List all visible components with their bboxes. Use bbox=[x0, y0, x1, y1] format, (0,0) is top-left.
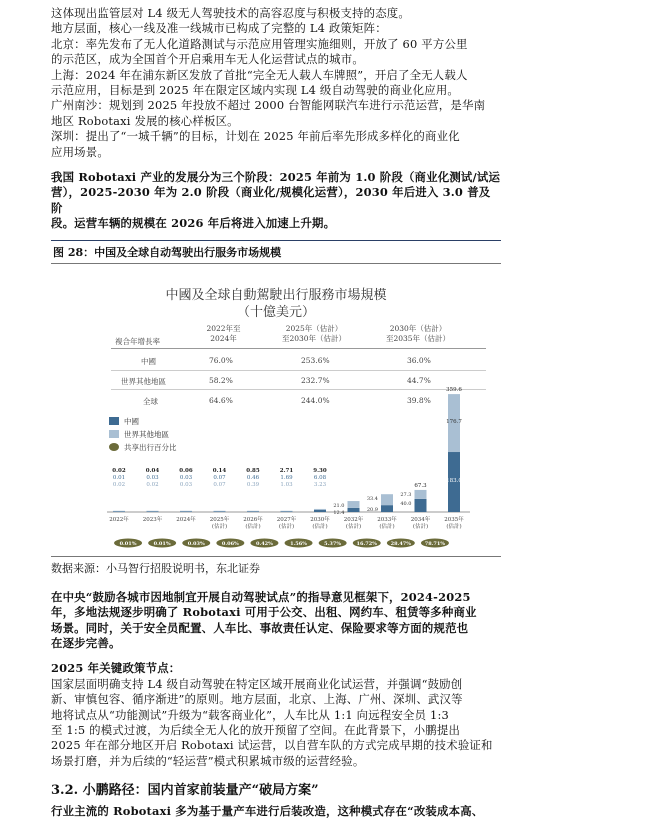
category-label: (估計) bbox=[312, 523, 328, 530]
rest-value-label: 0.02 bbox=[112, 481, 126, 488]
rest-value-label: 1.03 bbox=[280, 481, 293, 488]
cagr-row-name: 中國 bbox=[141, 356, 156, 366]
chart-subtitle: （十億美元） bbox=[236, 304, 315, 320]
bar-rest-of-world bbox=[348, 501, 360, 508]
page-content bbox=[51, 6, 501, 820]
bar-china bbox=[247, 511, 259, 512]
bar-rest-of-world bbox=[113, 510, 125, 511]
category-label: (估計) bbox=[345, 523, 362, 530]
legend-label: 世界其他地區 bbox=[124, 429, 169, 439]
bar-rest-of-world bbox=[214, 510, 226, 511]
share-label: 0.01% bbox=[119, 540, 137, 547]
key-policy-title: 2025 年关键政策节点： bbox=[51, 661, 181, 676]
bar-china bbox=[348, 508, 360, 512]
category-label: (估計) bbox=[211, 523, 228, 530]
total-label: 0.85 bbox=[246, 467, 260, 474]
category-label: 2022年 bbox=[109, 516, 129, 523]
category-label: 2034年 bbox=[410, 516, 431, 523]
category-label: (估計) bbox=[412, 523, 429, 530]
bar-rest-of-world bbox=[247, 510, 259, 511]
cagr-row-header: 複合年增長率 bbox=[115, 336, 160, 346]
category-label: 2023年 bbox=[142, 516, 163, 523]
text-line: 地将试点从“功能测试”升级为“载客商业化”，人车比从 1:1 向远程安全员 1:3 bbox=[51, 707, 449, 722]
policy-paragraph bbox=[51, 590, 501, 652]
bar-china bbox=[415, 499, 427, 512]
cagr-cell: 232.7% bbox=[301, 375, 330, 385]
bar-china bbox=[113, 511, 125, 512]
text-line: 深圳：提出了“一城千辆”的目标，计划在 2025 年前后率先形成多样化的商业化 bbox=[51, 129, 460, 144]
category-label: 2025年 bbox=[209, 516, 230, 523]
text-line: 国家层面明确支持 L4 级自动驾驶在特定区域开展商业化试运营，并强调“鼓励创 bbox=[51, 676, 463, 691]
text-line: 北京：率先发布了无人化道路测试与示范应用管理实施细则，开放了 60 平方公里 bbox=[51, 36, 468, 51]
total-label: 0.02 bbox=[112, 467, 126, 474]
cagr-col-header: 2022年至 2024年 bbox=[206, 323, 241, 343]
stage-paragraph bbox=[51, 170, 501, 232]
cagr-col-header: 2025年（估計） 至2030年（估計） bbox=[281, 323, 347, 343]
total-label: 2.71 bbox=[279, 467, 294, 474]
text-line: 的示范区，成为全国首个开启乘用车无人化运营试点的城市。 bbox=[51, 52, 364, 67]
cagr-row-name: 全球 bbox=[143, 396, 158, 406]
text-line: 场景打磨，并为后续的“轻运营”模式积累城市级的运营经验。 bbox=[51, 753, 365, 768]
total-label: 0.04 bbox=[145, 467, 160, 474]
china-value-label: 1.69 bbox=[280, 474, 293, 481]
category-label: 2027年 bbox=[276, 516, 297, 523]
bar-china bbox=[281, 511, 293, 512]
share-label: 0.06% bbox=[221, 540, 239, 547]
rest-value-label: 27.3 bbox=[400, 491, 412, 498]
total-label: 0.06 bbox=[179, 467, 193, 474]
bar-china bbox=[180, 511, 192, 512]
bar-china bbox=[147, 511, 159, 512]
china-value-label: 20.9 bbox=[366, 506, 378, 513]
china-value-label: 0.01 bbox=[112, 474, 126, 481]
rest-value-label: 0.02 bbox=[146, 481, 159, 488]
cagr-cell: 244.0% bbox=[301, 395, 330, 405]
text-line: 2025 年在部分地区开启 Robotaxi 试运营，以自营车队的方式完成早期的技术验证和 bbox=[51, 738, 493, 753]
text-line: 广州南沙：规划到 2025 年投放不超过 2000 台智能网联汽车进行示范运营，是华南 bbox=[51, 98, 486, 113]
text-line: 营），2025-2030 年为 2.0 阶段（商业化/规模化运营），2030 年后进入 3.0 普及阶 bbox=[51, 185, 491, 215]
category-label: (估計) bbox=[245, 523, 261, 530]
category-label: 2033年 bbox=[377, 516, 397, 523]
text-line: 行业主流的 Robotaxi 多为基于量产车进行后装改造，这种模式存在“改装成本高、 bbox=[51, 804, 484, 819]
china-value-label: 40.0 bbox=[400, 500, 412, 507]
share-label: 16.72% bbox=[356, 540, 377, 547]
china-value-label: 0.03 bbox=[146, 474, 159, 481]
share-label: 0.01% bbox=[153, 540, 171, 547]
bar-chart bbox=[51, 264, 501, 554]
cagr-row-name: 世界其他地區 bbox=[121, 376, 166, 386]
china-value-label: 12.4 bbox=[333, 509, 345, 516]
rest-value-label: 0.39 bbox=[246, 481, 260, 488]
market-size-figure bbox=[51, 264, 501, 554]
bar-china bbox=[214, 511, 226, 512]
intro-paragraph bbox=[51, 6, 501, 160]
share-label: 1.56% bbox=[290, 540, 308, 547]
rest-value-label: 176.7 bbox=[446, 418, 462, 425]
text-line: 地方层面，核心一线及准一线城市已构成了完整的 L4 政策矩阵： bbox=[51, 21, 387, 36]
category-label: 2032年 bbox=[343, 516, 364, 523]
legend-label: 中國 bbox=[124, 416, 139, 426]
cagr-col-header: 2030年（估計） 至2035年（估計） bbox=[385, 323, 451, 343]
bar-rest-of-world bbox=[415, 490, 427, 499]
share-label: 0.03% bbox=[187, 540, 205, 547]
cagr-cell: 58.2% bbox=[209, 375, 233, 385]
share-label: 5.37% bbox=[324, 540, 342, 547]
china-value-label: 0.03 bbox=[179, 474, 193, 481]
text-line: 地区 Robotaxi 发展的核心样板区。 bbox=[51, 113, 239, 128]
category-label: (估計) bbox=[446, 523, 462, 530]
rest-value-label: 33.4 bbox=[366, 495, 378, 502]
bar-rest-of-world bbox=[281, 510, 293, 511]
category-label: 2024年 bbox=[176, 516, 196, 523]
text-line: 上海：2024 年在浦东新区发放了首批“完全无人载人车牌照”，开启了全无人载人 bbox=[51, 67, 468, 82]
china-value-label: 0.07 bbox=[213, 474, 226, 481]
bar-rest-of-world bbox=[147, 510, 159, 511]
text-line: 年，多地法规逐步明确了 Robotaxi 可用于公交、出租、网约车、租赁等多种商业 bbox=[51, 605, 477, 620]
cagr-cell: 39.8% bbox=[407, 395, 431, 405]
figure-source: 数据来源：小马智行招股说明书，东北证券 bbox=[51, 556, 501, 576]
bar-china bbox=[381, 505, 393, 512]
china-value-label: 0.46 bbox=[246, 474, 260, 481]
text-line: 在逐步完善。 bbox=[51, 635, 121, 650]
chart-title: 中國及全球自動駕駛出行服務市場規模 bbox=[165, 287, 387, 303]
bar-rest-of-world bbox=[180, 510, 192, 511]
share-label: 0.42% bbox=[255, 540, 273, 547]
category-label: (估計) bbox=[278, 523, 295, 530]
text-line: 我国 Robotaxi 产业的发展分为三个阶段：2025 年前为 1.0 阶段（商业化测试/试运 bbox=[51, 170, 501, 185]
cagr-cell: 36.0% bbox=[407, 355, 431, 365]
category-label: 2030年 bbox=[310, 516, 330, 523]
text-line: 应用场景。 bbox=[51, 144, 109, 159]
bar-china bbox=[314, 510, 326, 512]
category-label: (估計) bbox=[379, 523, 395, 530]
total-label: 9.30 bbox=[313, 467, 327, 474]
section-title: 3.2. 小鹏路径：国内首家前装量产“破局方案” bbox=[51, 783, 319, 799]
text-line: 场景。同时，关于安全员配置、人车比、事故责任认定、保险要求等方面的规范也 bbox=[51, 620, 469, 635]
bar-rest-of-world bbox=[381, 494, 393, 505]
cagr-cell: 76.0% bbox=[209, 355, 233, 365]
category-label: 2035年 bbox=[444, 516, 464, 523]
bar-rest-of-world bbox=[314, 509, 326, 510]
total-label: 67.3 bbox=[414, 482, 427, 489]
share-label: 28.47% bbox=[390, 540, 412, 547]
share-label: 78.71% bbox=[424, 540, 446, 547]
text-line: 段。运营车辆的规模在 2026 年后将进入加速上升期。 bbox=[51, 216, 336, 231]
rest-value-label: 0.07 bbox=[213, 481, 226, 488]
total-label: 359.6 bbox=[446, 386, 462, 393]
figure-title: 图 28：中国及全球自动驾驶出行服务市场规模 bbox=[51, 240, 501, 264]
cagr-cell: 44.7% bbox=[407, 375, 431, 385]
text-line: 这体现出监管层对 L4 级无人驾驶技术的高容忍度与积极支持的态度。 bbox=[51, 6, 410, 20]
text-line: 至 1:5 的模式过渡，为后续全无人化的放开预留了空间。在此背景下，小鹏提出 bbox=[51, 722, 461, 737]
total-label: 0.14 bbox=[212, 467, 227, 474]
china-value-label: 183.0 bbox=[446, 477, 462, 484]
legend-label: 共享出行百分比 bbox=[124, 442, 177, 452]
key-policy-paragraph bbox=[51, 677, 501, 769]
category-label: 2026年 bbox=[243, 516, 263, 523]
text-line: 在中央“鼓励各城市因地制宜开展自动驾驶试点”的指导意见框架下，2024-2025 bbox=[51, 589, 471, 604]
cagr-cell: 253.6% bbox=[301, 355, 330, 365]
text-line: 示范应用，目标是到 2025 年在限定区域内实现 L4 级自动驾驶的商业化应用。 bbox=[51, 83, 460, 98]
rest-value-label: 3.23 bbox=[313, 481, 327, 488]
text-line: 新、审慎包容、循序渐进”的原则。地方层面，北京、上海、广州、深圳、武汉等 bbox=[51, 692, 463, 707]
china-value-label: 6.08 bbox=[313, 474, 327, 481]
rest-value-label: 21.0 bbox=[333, 502, 345, 509]
cagr-cell: 64.6% bbox=[209, 395, 233, 405]
rest-value-label: 0.03 bbox=[179, 481, 193, 488]
